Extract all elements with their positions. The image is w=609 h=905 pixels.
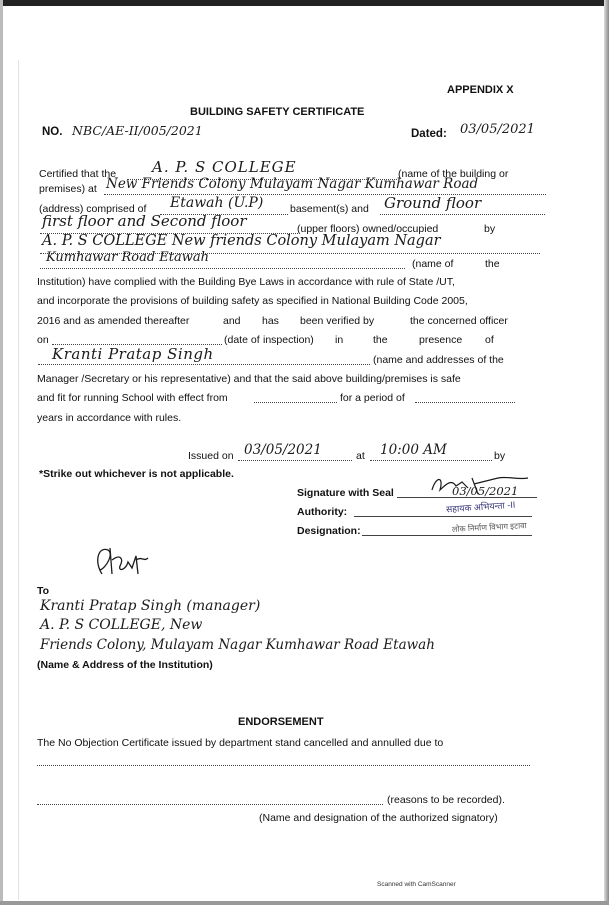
ground-line bbox=[380, 214, 545, 215]
period-line bbox=[415, 402, 515, 403]
paper-crease bbox=[18, 60, 19, 900]
scan-right-edge bbox=[604, 0, 609, 905]
certificate-no-value: NBC/AE-II/005/2021 bbox=[72, 123, 203, 138]
dated-value: 03/05/2021 bbox=[460, 122, 535, 137]
effect-from-line bbox=[254, 402, 337, 403]
body-line2-start: premises) at bbox=[39, 183, 97, 195]
body-line9-e: the concerned officer bbox=[410, 315, 508, 327]
officer-handwritten: Kranti Pratap Singh bbox=[52, 345, 214, 363]
endorsement-reasons: (reasons to be recorded). bbox=[387, 794, 505, 806]
endorsement-signatory: (Name and designation of the authorized signatory) bbox=[259, 812, 498, 824]
initials-signature bbox=[92, 540, 152, 580]
upper-floors-handwritten: first floor and Second floor bbox=[42, 212, 247, 230]
endorsement-title: ENDORSEMENT bbox=[238, 716, 324, 728]
body-line1-end: (name of the building or bbox=[398, 168, 509, 180]
body-line10-the: the bbox=[373, 334, 388, 346]
premises-handwritten: New Friends Colony Mulayam Nagar Kumhawar Road bbox=[106, 176, 479, 192]
authority-stamp: सहायक अभियन्ता -II bbox=[445, 499, 516, 515]
certificate-title: BUILDING SAFETY CERTIFICATE bbox=[190, 106, 365, 118]
body-line10-presence: presence bbox=[419, 334, 463, 346]
signature-seal-date: 03/05/2021 bbox=[452, 484, 519, 498]
issued-by-label: by bbox=[494, 450, 506, 462]
to-label: To bbox=[37, 585, 50, 597]
scanner-watermark: Scanned with CamScanner bbox=[377, 881, 456, 888]
body-line14: years in accordance with rules. bbox=[37, 412, 182, 424]
endorsement-reason-line-2 bbox=[37, 804, 383, 805]
issued-time-line bbox=[370, 460, 492, 461]
body-line13-b: for a period of bbox=[340, 392, 405, 404]
certificate-no-label: NO. bbox=[42, 126, 63, 138]
body-line1-start: Certified that the bbox=[39, 168, 117, 180]
body-line7: Institution) have complied with the Building Bye Laws in accordance with rule of State /UT, bbox=[37, 276, 455, 288]
body-line6-name-of: (name of bbox=[412, 258, 454, 270]
issued-date-line bbox=[238, 460, 352, 461]
to-line-2: A. P. S COLLEGE, New bbox=[40, 617, 203, 633]
strike-note: *Strike out whichever is not applicable. bbox=[39, 468, 234, 480]
endorsement-reason-line-1 bbox=[37, 765, 530, 766]
body-line10-date-of: (date of bbox=[224, 334, 260, 346]
body-line8: and incorporate the provisions of building safety as specified in National Building Code 2005, bbox=[37, 295, 468, 307]
signature-seal-label: Signature with Seal bbox=[297, 487, 394, 499]
designation-label: Designation: bbox=[297, 525, 361, 537]
body-line13-a: and fit for running School with effect from bbox=[37, 392, 228, 404]
issued-date: 03/05/2021 bbox=[244, 442, 322, 458]
body-line4-end: by bbox=[484, 223, 496, 235]
comprised-handwritten: Etawah (U.P) bbox=[170, 195, 264, 211]
body-line10-on: on bbox=[37, 334, 49, 346]
scan-top-edge bbox=[0, 0, 609, 6]
body-line10-in: in bbox=[335, 334, 344, 346]
body-line12: Manager /Secretary or his representative) and that the said above building/premises is safe bbox=[37, 373, 461, 385]
body-line11-end: (name and addresses of the bbox=[373, 354, 504, 366]
body-line10-inspection: inspection) bbox=[263, 334, 314, 346]
dated-label: Dated: bbox=[411, 128, 447, 140]
endorsement-text: The No Objection Certificate issued by department stand cancelled and annulled due to bbox=[37, 737, 444, 749]
body-line9-d: been verified by bbox=[300, 315, 375, 327]
authority-line bbox=[354, 516, 532, 517]
scan-left-edge bbox=[0, 0, 3, 905]
body-line9-a: 2016 and as amended thereafter bbox=[37, 315, 190, 327]
designation-stamp: लोक निर्माण विभाग इटावा bbox=[451, 521, 527, 534]
body-line9-b: and bbox=[223, 315, 241, 327]
body-line3-start: (address) comprised of bbox=[39, 203, 147, 215]
issued-label: Issued on bbox=[188, 450, 234, 462]
owner-handwritten-2: Kumhawar Road Etawah bbox=[46, 250, 210, 265]
scan-bottom-edge bbox=[0, 901, 609, 905]
designation-line bbox=[362, 535, 532, 536]
authority-label: Authority: bbox=[297, 506, 348, 518]
to-caption: (Name & Address of the Institution) bbox=[37, 659, 213, 671]
issued-time: 10:00 AM bbox=[380, 442, 447, 458]
officer-line bbox=[38, 364, 370, 365]
body-line6-the: the bbox=[485, 258, 500, 270]
body-line10-of: of bbox=[485, 334, 494, 346]
appendix-label: APPENDIX X bbox=[447, 84, 514, 96]
owner-handwritten-1: A. P. S COLLEGE New friends Colony Mulayam Nagar bbox=[42, 233, 441, 249]
to-line-1: Kranti Pratap Singh (manager) bbox=[40, 598, 261, 614]
body-line3-mid: basement(s) and bbox=[290, 203, 369, 215]
ground-handwritten: Ground floor bbox=[384, 194, 482, 212]
to-line-3: Friends Colony, Mulayam Nagar Kumhawar Road Etawah bbox=[40, 637, 435, 653]
body-line9-c: has bbox=[262, 315, 279, 327]
issued-at-label: at bbox=[356, 450, 365, 462]
owner-line-2 bbox=[40, 268, 405, 269]
body-line4-mid: (upper floors) owned/occupied bbox=[297, 223, 439, 235]
building-name-handwritten: A. P. S COLLEGE bbox=[152, 158, 297, 176]
